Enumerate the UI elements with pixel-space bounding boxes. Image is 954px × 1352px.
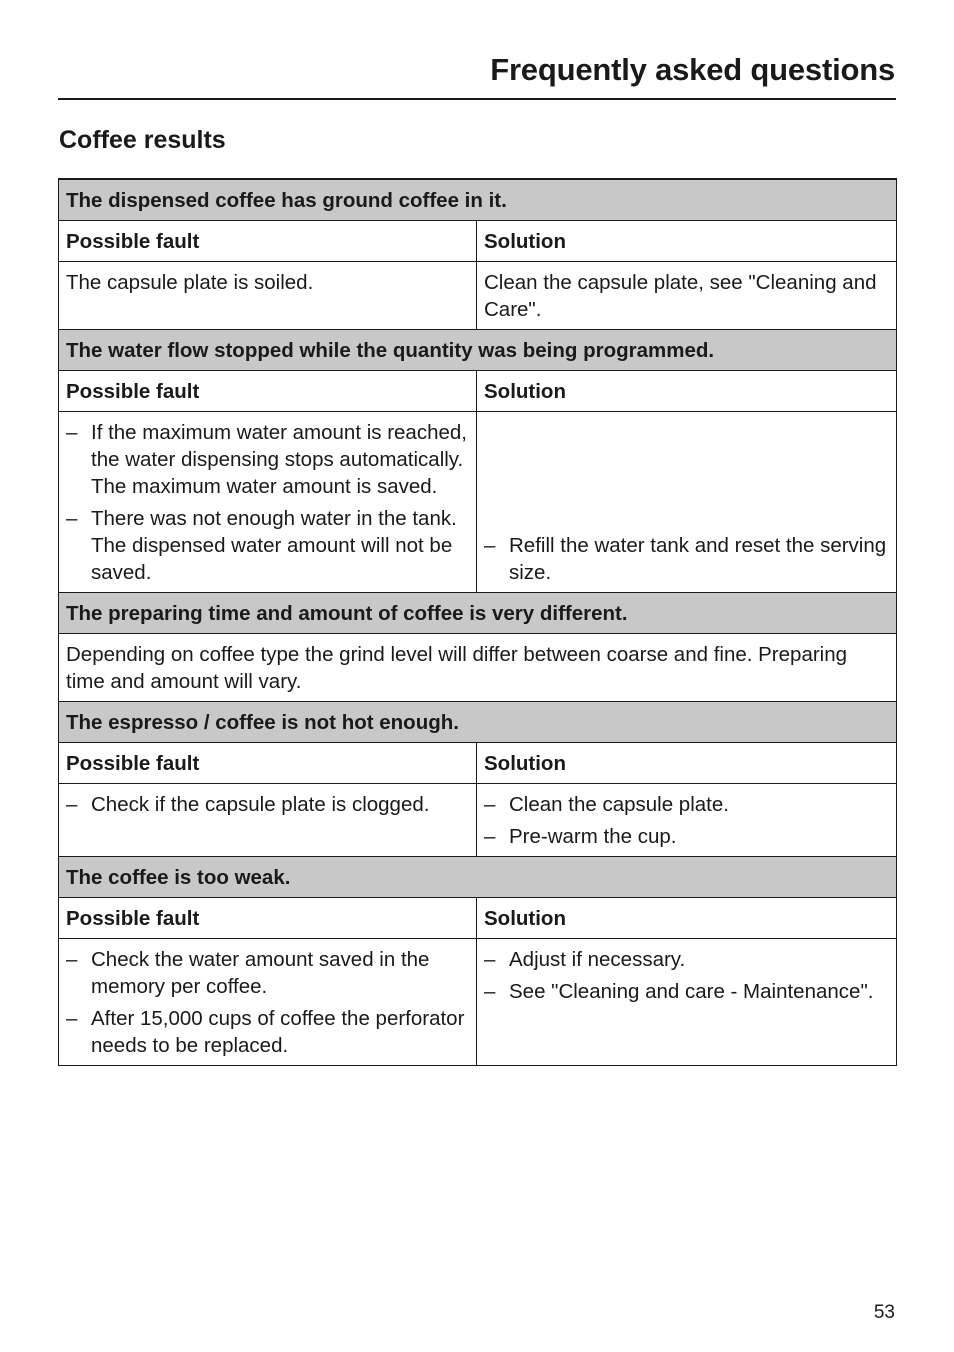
table-row xyxy=(59,412,897,593)
fault-list xyxy=(66,791,469,818)
note-cell: Depending on coffee type the grind level will differ between coarse and fine. Preparing time and amount will vary. xyxy=(59,634,897,702)
solution-header: Solution xyxy=(477,371,897,412)
page-header-title: Frequently asked questions xyxy=(490,52,895,87)
solution-text: Refill the water tank and reset the serving size. xyxy=(509,534,887,584)
fault-text: After 15,000 cups of coffee the perforator needs to be replaced. xyxy=(91,1007,465,1057)
fault-cell xyxy=(59,939,477,1066)
problem-row xyxy=(59,593,897,634)
dash-marker: – xyxy=(484,793,496,816)
problem-row xyxy=(59,179,897,221)
dash-marker: – xyxy=(66,948,78,971)
column-header-row xyxy=(59,371,897,412)
list-item xyxy=(66,419,469,500)
solution-list xyxy=(484,946,889,1005)
solution-header: Solution xyxy=(477,743,897,784)
list-item xyxy=(484,823,889,850)
dash-marker: – xyxy=(66,1007,78,1030)
column-header-row xyxy=(59,898,897,939)
problem-title: The water flow stopped while the quantity was being programmed. xyxy=(59,330,897,371)
fault-header: Possible fault xyxy=(59,221,477,262)
fault-cell: The capsule plate is soiled. xyxy=(59,262,477,330)
fault-list xyxy=(66,946,469,1059)
page-number: 53 xyxy=(873,1302,895,1323)
faq-table xyxy=(58,178,897,1066)
list-item xyxy=(484,791,889,818)
fault-header: Possible fault xyxy=(59,898,477,939)
solution-text: Pre-warm the cup. xyxy=(509,825,677,848)
list-item xyxy=(66,1005,469,1059)
fault-header: Possible fault xyxy=(59,371,477,412)
problem-row xyxy=(59,857,897,898)
dash-marker: – xyxy=(66,793,78,816)
table-row xyxy=(59,634,897,702)
dash-marker: – xyxy=(484,980,496,1003)
fault-text: Check the water amount saved in the memory per coffee. xyxy=(91,948,430,998)
solution-text: See "Cleaning and care - Maintenance". xyxy=(509,980,874,1003)
list-item xyxy=(484,946,889,973)
fault-cell xyxy=(59,784,477,857)
solution-header: Solution xyxy=(477,898,897,939)
list-item xyxy=(66,791,469,818)
table-row xyxy=(59,784,897,857)
solution-list xyxy=(484,791,889,850)
list-item xyxy=(66,505,469,586)
dash-marker: – xyxy=(484,948,496,971)
list-item xyxy=(484,978,889,1005)
fault-cell xyxy=(59,412,477,593)
header-rule xyxy=(58,98,896,100)
problem-title: The preparing time and amount of coffee is very different. xyxy=(59,593,897,634)
table-row xyxy=(59,262,897,330)
list-item xyxy=(484,532,889,586)
fault-list xyxy=(66,419,469,586)
solution-cell: Clean the capsule plate, see "Cleaning and Care". xyxy=(477,262,897,330)
solution-header: Solution xyxy=(477,221,897,262)
fault-header: Possible fault xyxy=(59,743,477,784)
solution-cell xyxy=(477,784,897,857)
solution-text: Adjust if necessary. xyxy=(509,948,686,971)
solution-list xyxy=(484,532,889,586)
solution-text: Clean the capsule plate. xyxy=(509,793,729,816)
problem-title: The dispensed coffee has ground coffee in it. xyxy=(59,179,897,221)
dash-marker: – xyxy=(66,421,78,444)
list-item xyxy=(66,946,469,1000)
column-header-row xyxy=(59,221,897,262)
solution-cell xyxy=(477,939,897,1066)
problem-title: The coffee is too weak. xyxy=(59,857,897,898)
table-row xyxy=(59,939,897,1066)
problem-row xyxy=(59,702,897,743)
fault-text: Check if the capsule plate is clogged. xyxy=(91,793,430,816)
dash-marker: – xyxy=(484,825,496,848)
solution-cell xyxy=(477,412,897,593)
problem-row xyxy=(59,330,897,371)
fault-text: If the maximum water amount is reached, the water dispensing stops automatically. The maximum water amount is saved. xyxy=(91,421,467,498)
dash-marker: – xyxy=(66,507,78,530)
column-header-row xyxy=(59,743,897,784)
section-title: Coffee results xyxy=(59,126,226,154)
fault-text: There was not enough water in the tank. The dispensed water amount will not be saved. xyxy=(91,507,457,584)
dash-marker: – xyxy=(484,534,496,557)
problem-title: The espresso / coffee is not hot enough. xyxy=(59,702,897,743)
